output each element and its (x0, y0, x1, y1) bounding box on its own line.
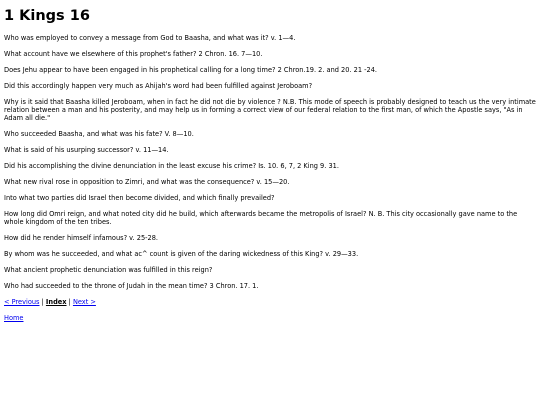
nav-separator: | (39, 297, 46, 306)
question-item: Who had succeeded to the throne of Judah in the mean time? 3 Chron. 17. 1. (4, 281, 259, 290)
question-item: By whom was he succeeded, and what ac^ count is given of the daring wickedness of this King? v. 29—33. (4, 250, 359, 259)
question-item: Into what two parties did Israel then become divided, and which finally prevailed? (4, 193, 275, 202)
question-item: Did his accomplishing the divine denunciation in the least excuse his crime? Is. 10. 6, 7, 2 King 9. 31. (4, 162, 339, 171)
pagination-nav (4, 298, 536, 306)
question-item: Did this accordingly happen very much as Ahijah's word had been fulfilled against Jeroboam? (4, 81, 313, 90)
home-link[interactable]: Home (4, 314, 24, 323)
next-link[interactable]: Next > (72, 297, 96, 306)
question-item: How did he render himself infamous? v. 25-28. (4, 234, 159, 243)
index-link[interactable]: Index (45, 297, 67, 306)
nav-separator: | (66, 297, 73, 306)
previous-link[interactable]: < Previous (4, 297, 40, 306)
question-item: What is said of his usurping successor? v. 11—14. (4, 146, 169, 155)
question-item: Who succeeded Baasha, and what was his fate? V. 8—10. (4, 130, 194, 139)
question-list (4, 34, 536, 290)
question-item: Does Jehu appear to have been engaged in his prophetical calling for a long time? 2 Chron.19. 2. and 20. 21 -24. (4, 65, 377, 74)
question-item: Who was employed to convey a message from God to Baasha, and what was it? v. 1—4. (4, 34, 296, 42)
question-item: How long did Omri reign, and what noted city did he build, which afterwards became the metropolis of Israel? N. B. This city occasionally gave name to the whole kingdom of the ten tribes. (4, 209, 518, 227)
question-item: What ancient prophetic denunciation was fulfilled in this reign? (4, 266, 213, 274)
home-nav (4, 314, 536, 322)
question-item: What account have we elsewhere of this prophet's father? 2 Chron. 16. 7—10. (4, 49, 263, 58)
page-title: 1 Kings 16 (4, 8, 90, 24)
question-item: What new rival rose in opposition to Zimri, and what was the consequence? v. 15—20. (4, 178, 290, 187)
question-item: Why is it said that Baasha killed Jeroboam, when in fact he did not die by violence ? N.B. This mode of speech is probably designed to teach us the very intimate relation between a man and his posterity, and may help us in forming a correct view of our federal relation to the first man, of which the Apostle says, "As in Adam all die." (4, 97, 536, 123)
